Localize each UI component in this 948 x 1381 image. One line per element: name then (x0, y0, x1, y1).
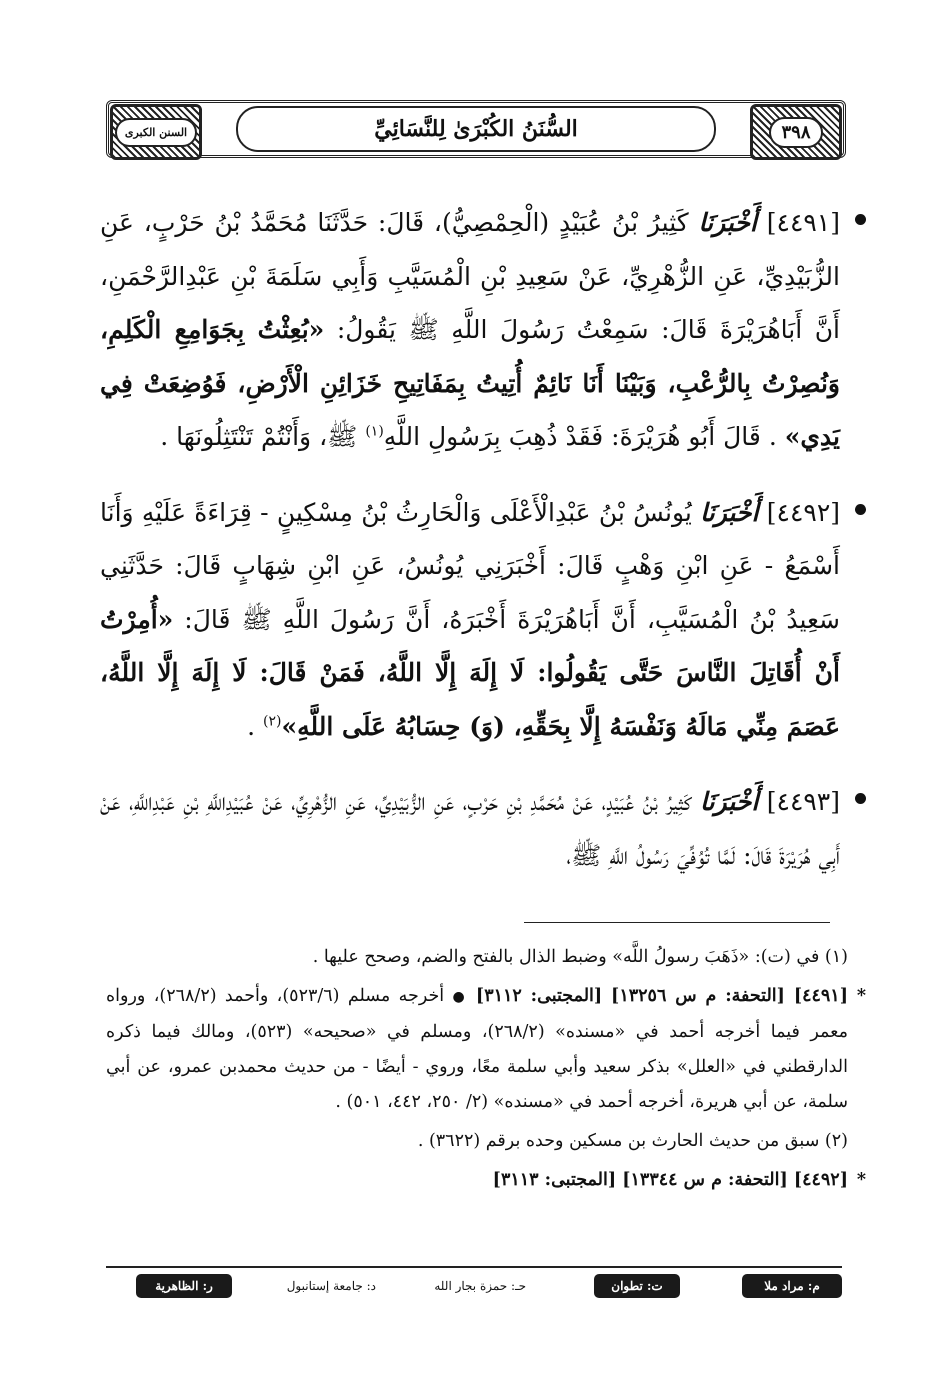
hadith-isnad: كَثِيرُ بْنُ عُبَيْدٍ، عَنْ مُحَمَّدِ بْنِ حَرْبٍ، عَنِ الزُّبَيْدِيِّ، عَنِ الزُّهْرِيِّ، عَنْ عُبَيْدِاللَّهِ بْنِ عَبْدِاللَّهِ، عَنْ أَبِي هُرَيْرَةَ قَالَ: لَمَّا تُوُفِّيَ رَسُولُ اللَّهِ ﷺ، (100, 787, 840, 870)
hadith-4493 (100, 775, 840, 882)
takhrij-4491 (106, 979, 866, 1120)
hadith-matn: «بُعِثْتُ بِجَوَامِعِ الْكَلِمِ، وَنُصِرْتُ بِالرُّعْبِ، وَبَيْنَا أَنَا نَائِمٌ أُتِيتُ بِمَفَاتِيحِ خَزَائِنِ الْأَرْضِ، فَوُضِعَتْ فِي يَدِي» (100, 315, 840, 451)
page-header (106, 100, 846, 158)
legend-zahiriyya: ر: الظاهرية (136, 1274, 232, 1298)
asterisk-icon: * (856, 1170, 866, 1190)
takhrij-ref: [٤٤٩١] [التحفة: م س ١٣٢٥٦] [المجتبى: ٣١١٢] (475, 986, 848, 1006)
hadith-number: [٤٤٩٣] (766, 787, 840, 816)
book-logo (110, 104, 202, 160)
hadith-comment-tail: ﷺ، وَأَنْتُمْ تَنْتَثِلُونَهَا . (160, 422, 358, 451)
manuscript-legend (106, 1266, 842, 1298)
bullet-icon (855, 793, 866, 804)
footnote-ref: (١) (365, 423, 384, 440)
footnote-divider (524, 922, 830, 923)
legend-hamza: حـ: حمزة بجار الله (434, 1279, 526, 1293)
footnote-2: (٢) سبق من حديث الحارث بن مسكين وحده برقم (٣٦٢٢) . (417, 1131, 848, 1151)
bullet-icon (855, 504, 866, 515)
akhbarana-word: أَخْبَرَنَا (698, 208, 757, 237)
hadith-number: [٤٤٩١] (766, 208, 840, 237)
legend-murad-mulla: م: مراد ملا (742, 1274, 842, 1298)
footnote-ref: (٢) (262, 713, 282, 730)
hadith-isnad: يُونُسُ بْنُ عَبْدِالْأَعْلَى وَالْحَارِثُ بْنُ مِسْكِينٍ - قِرَاءَةً عَلَيْهِ وَأَنَا أَسْمَعُ - عَنِ ابْنِ وَهْبٍ قَالَ: أَخْبَرَنِي يُونُسُ، عَنِ ابْنِ شِهَابٍ قَالَ: حَدَّثَنِي سَعِيدُ بْنُ الْمُسَيَّبِ، أَنَّ أَبَاهُرَيْرَةَ أَخْبَرَهُ، أَنَّ رَسُولَ اللَّهِ ﷺ قَالَ: (100, 497, 840, 634)
hadith-4491 (100, 196, 840, 464)
hadith-end: . (247, 711, 256, 741)
akhbarana-word: أَخْبَرَنَا (699, 787, 759, 816)
hadith-comment: . قَالَ أَبُو هُرَيْرَةَ: فَقَدْ ذُهِبَ بِرَسُولِ اللَّهِ (383, 422, 777, 451)
akhbarana-word: أَخْبَرَنَا (700, 497, 759, 527)
takhrij-text: أخرجه مسلم (٥٢٣/٦)، وأحمد (٢٦٨/٢)، ورواه معمر فيما أخرجه أحمد في «مسنده» (٢٦٨/٢)، ومسلم في «صحيحه» (٥٢٣)، ومالك فيما ذكره الدارقطني في «العلل» بذكر سعيد وأبي سلمة معًا، وروي - أيضًا - من حديث محمدبن عمرو، عن أبي سلمة، عن أبي هريرة، أخرجه أحمد في «مسنده» (٢/ ٢٥٠، ٤٤٢، ٥٠١) . (106, 986, 848, 1112)
hadith-matn: «أُمِرْتُ أَنْ أُقَاتِلَ النَّاسَ حَتَّى يَقُولُوا: لَا إِلَهَ إِلَّا اللَّهُ، فَمَنْ قَالَ: لَا إِلَهَ إِلَّا اللَّهُ، عَصَمَ مِنِّي مَالَهُ وَنَفْسَهُ إِلَّا بِحَقِّهِ، (وَ) حِسَابُهُ عَلَى اللَّهِ» (100, 604, 840, 741)
hadith-isnad: كَثِيرُ بْنُ عُبَيْدٍ (الْحِمْصِيُّ)، قَالَ: حَدَّثَنَا مُحَمَّدُ بْنُ حَرْبٍ، عَنِ الزُّبَيْدِيِّ، عَنِ الزُّهْرِيِّ، عَنْ سَعِيدِ بْنِ الْمُسَيَّبِ وَأَبِي سَلَمَةَ بْنِ عَبْدِالرَّحْمَنِ، أَنَّ أَبَاهُرَيْرَةَ قَالَ: سَمِعْتُ رَسُولَ اللَّهِ ﷺ يَقُولُ: (100, 208, 840, 344)
title-band (236, 106, 716, 152)
legend-tetouan: ت: تطوان (594, 1274, 680, 1298)
page-number: ٣٩٨ (769, 117, 822, 148)
page-number-medallion (750, 104, 842, 160)
legend-istanbul: د: جامعة إستانبول (286, 1279, 376, 1293)
dot-icon: ● (452, 989, 468, 1005)
main-text (100, 196, 840, 882)
takhrij-4492 (106, 1163, 866, 1198)
hadith-number: [٤٤٩٢] (766, 497, 841, 527)
asterisk-icon: * (856, 986, 866, 1006)
takhrij-ref: [٤٤٩٢] [التحفة: م س ١٣٣٤٤] [المجتبى: ٣١١٣] (492, 1170, 848, 1190)
book-title: السُّنَنُ الكُبْرَىٰ لِلنَّسَائِيِّ (374, 116, 578, 142)
hadith-4492 (100, 486, 840, 754)
book-logo-text: السنن الكبرى (115, 118, 197, 147)
bullet-icon (855, 214, 866, 225)
footnotes (106, 940, 866, 1198)
footnote-1: (١) في (ت): «ذَهَبَ رسولُ اللَّه» وضبط الذال بالفتح والضم، وصحح عليها . (312, 947, 848, 967)
